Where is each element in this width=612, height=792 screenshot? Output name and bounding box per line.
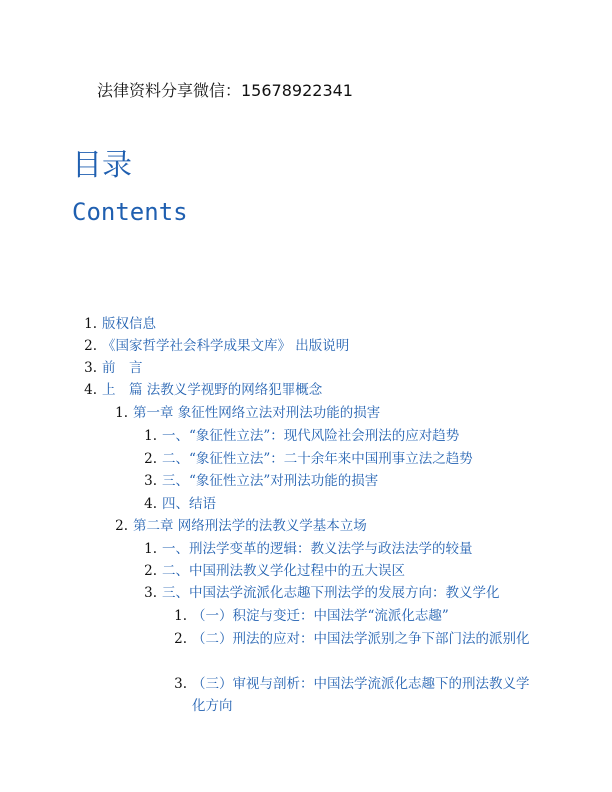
toc-item-label[interactable]: 《国家哲学社会科学成果文库》 出版说明 [102, 338, 350, 354]
toc-item-number: 3. [174, 676, 187, 692]
toc-item[interactable] [144, 493, 542, 515]
toc-item-number: 2. [174, 631, 187, 647]
page-subtitle: Contents [72, 198, 188, 226]
toc-item[interactable] [144, 582, 542, 604]
toc-item[interactable] [144, 425, 542, 447]
toc-item[interactable] [174, 605, 542, 627]
toc-item-number: 3. [84, 360, 97, 376]
toc-item-number: 1. [84, 316, 97, 332]
toc-item-number: 1. [144, 428, 157, 444]
toc-item[interactable] [144, 448, 542, 470]
page-title: 目录 [72, 148, 132, 183]
toc-item[interactable] [115, 515, 543, 537]
toc-item-number: 4. [84, 382, 97, 398]
toc-item[interactable] [84, 357, 542, 379]
toc-item-number: 2. [144, 563, 157, 579]
toc-item-number: 3. [144, 473, 157, 489]
toc-item-number: 2. [84, 338, 97, 354]
toc-item-label[interactable]: 四、结语 [162, 496, 216, 512]
toc-item[interactable] [144, 470, 542, 492]
toc-item[interactable] [144, 560, 542, 582]
toc-item-number: 4. [144, 496, 157, 512]
header-note: 法律资料分享微信：15678922341 [97, 81, 353, 100]
toc-item-label[interactable]: （一）积淀与变迁：中国法学“流派化志趣” [192, 608, 449, 624]
toc-item-label[interactable]: 二、中国刑法教义学化过程中的五大误区 [162, 563, 405, 579]
toc-item-label[interactable]: 一、刑法学变革的逻辑：教义法学与政法法学的较量 [162, 541, 473, 557]
toc-item[interactable] [84, 335, 542, 357]
toc-item-label[interactable]: 三、“象征性立法”对刑法功能的损害 [162, 473, 379, 489]
toc-item-number: 2. [115, 518, 128, 534]
toc-item-label[interactable]: 二、“象征性立法”：二十余年来中国刑事立法之趋势 [162, 451, 473, 467]
toc-item[interactable] [115, 402, 543, 424]
toc-item[interactable] [84, 313, 542, 335]
toc-item-number: 1. [115, 405, 128, 421]
toc-item-number: 1. [174, 608, 187, 624]
toc-item[interactable] [174, 628, 542, 650]
toc-item-number: 3. [144, 585, 157, 601]
toc-item-label[interactable]: 三、中国法学流派化志趣下刑法学的发展方向：教义学化 [162, 585, 500, 601]
toc-item-label[interactable]: 一、“象征性立法”：现代风险社会刑法的应对趋势 [162, 428, 460, 444]
toc-item-label[interactable]: 版权信息 [102, 316, 156, 332]
toc-item-number: 2. [144, 451, 157, 467]
toc-item-label[interactable]: 前 言 [102, 360, 143, 376]
toc-item[interactable] [174, 673, 542, 717]
toc-item-label[interactable]: （二）刑法的应对：中国法学派别之争下部门法的派别化 [192, 631, 530, 647]
toc-item-label[interactable]: （三）审视与剖析：中国法学流派化志趣下的刑法教义学化方向 [192, 676, 530, 714]
toc-item-label[interactable]: 第二章 网络刑法学的法教义学基本立场 [133, 518, 367, 534]
toc-item-number: 1. [144, 541, 157, 557]
toc-item[interactable] [144, 538, 542, 560]
toc-item-label[interactable]: 上 篇 法教义学视野的网络犯罪概念 [102, 382, 323, 398]
toc-item[interactable] [84, 379, 542, 401]
toc-item-label[interactable]: 第一章 象征性网络立法对刑法功能的损害 [133, 405, 381, 421]
